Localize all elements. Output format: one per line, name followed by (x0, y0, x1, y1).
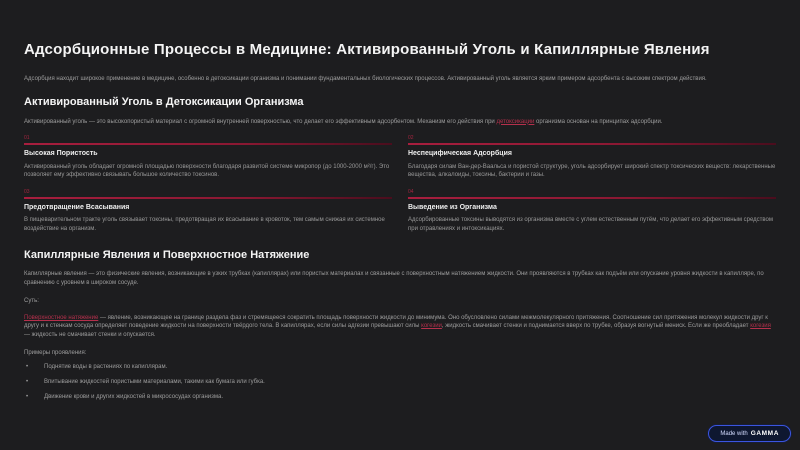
badge-prefix-label: Made with (720, 430, 748, 437)
card-elimination (408, 190, 776, 234)
made-with-gamma-badge[interactable] (708, 425, 791, 442)
examples-list (24, 363, 776, 401)
card-title: Предотвращение Всасывания (24, 203, 130, 211)
sut-label: Суть: (24, 297, 39, 304)
card-number: 04 (408, 188, 414, 195)
card-body: Адсорбированные токсины выводятся из организма вместе с углем естественным путём, что делает его эффективным средством при отравлениях и интоксикациях. (408, 217, 773, 233)
paragraph2-text: В капиллярах, если силы адгезии превышают силы (275, 323, 422, 330)
card-title: Высокая Пористость (24, 150, 98, 158)
card-number: 01 (24, 135, 30, 142)
card-body: В пищеварительном тракте уголь связывает токсины, предотвращая их всасывание в кровоток, тем самым снижая их системное воздействие на организм. (24, 217, 385, 233)
paragraph2-text: — явление, возникающее на границе раздела фаз и стремящееся сократить площадь поверхности жидкости до минимума. Оно обусловлено силами межмолекулярного притяжения. Соотношение сил притяжения молекул жидкости друг к другу и к стенкам сосуда определяет поведение жидкости на поверхности твёрдого тела. (24, 314, 768, 330)
cohesion-link-2[interactable]: когезия (750, 323, 771, 330)
paragraph2-text: , жидкость смачивает стенки и поднимается вверх по трубке, образуя вогнутый мениск. Если же преобладает (441, 323, 751, 330)
list-item: • Впитывание жидкостей пористыми материалами, такими как бумага или губка. (24, 378, 776, 386)
section2-heading: Капиллярные Явления и Поверхностное Натяжение (24, 248, 310, 261)
card-divider-rule (408, 143, 776, 145)
page-title: Адсорбционные Процессы в Медицине: Активированный Уголь и Капиллярные Явления (24, 41, 710, 58)
list-item: • Движение крови и других жидкостей в микрососудах организма. (24, 393, 776, 401)
card-number: 02 (408, 135, 414, 142)
section1-paragraph-text: Активированный уголь — это высокопористый материал с огромной внутренней поверхностью, что делает его эффективным адсорбентом. Механизм его действия при (24, 118, 497, 125)
examples-label: Примеры проявления: (24, 349, 87, 356)
detox-link[interactable]: детоксикации (496, 118, 535, 125)
section2-paragraph2 (24, 314, 776, 340)
section2-paragraph1: Капиллярные явления — это физические явления, возникающие в узких трубках (капиллярах) или пористых материалах и связанные с поверхностным натяжением жидкости. Они проявляются в трубках как подъём или опускание уровня жидкости в капилляре, по сравнению с уровнем в широком сосуде. (24, 271, 764, 287)
card-title: Неспецифическая Адсорбция (408, 150, 512, 158)
surface-tension-link[interactable]: Поверхностное натяжение (24, 314, 99, 321)
card-divider-rule (408, 197, 776, 199)
card-divider-rule (24, 143, 392, 145)
section1-heading: Активированный Уголь в Детоксикации Организма (24, 95, 304, 108)
section1-paragraph-text-end: организма основан на принципах адсорбции. (534, 118, 663, 125)
cohesion-link[interactable]: когезии (421, 323, 442, 330)
card-nonspecific-adsorption (408, 136, 776, 180)
card-body: Активированный уголь обладает огромной площадью поверхности благодаря развитой системе микропор (до 1000-2000 м²/г). Это позволяет ему эффективно связывать большое количество токсинов. (24, 163, 390, 179)
card-absorption-prevention (24, 190, 392, 234)
section1-paragraph (24, 118, 776, 127)
card-body: Благодаря силам Ван-дер-Ваальса и пористой структуре, уголь адсорбирует широкий спектр токсических веществ: лекарственные вещества, алкалоиды, токсины, бактерии и газы. (408, 163, 776, 179)
paragraph2-text: — жидкость не смачивает стенки и опускается. (24, 332, 156, 339)
feature-cards-grid (24, 136, 776, 234)
card-title: Выведение из Организма (408, 203, 497, 211)
card-number: 03 (24, 188, 30, 195)
list-item: • Поднятие воды в растениях по капиллярам. (24, 363, 776, 371)
card-divider-rule (24, 197, 392, 199)
page-intro-text: Адсорбция находит широкое применение в медицине, особенно в детоксикации организма и понимании фундаментальных биологических процессов. Активированный уголь является ярким примером адсорбента с высоким спектром действия. (24, 75, 707, 82)
card-high-porosity (24, 136, 392, 180)
gamma-logo: GAMMA (750, 430, 779, 437)
